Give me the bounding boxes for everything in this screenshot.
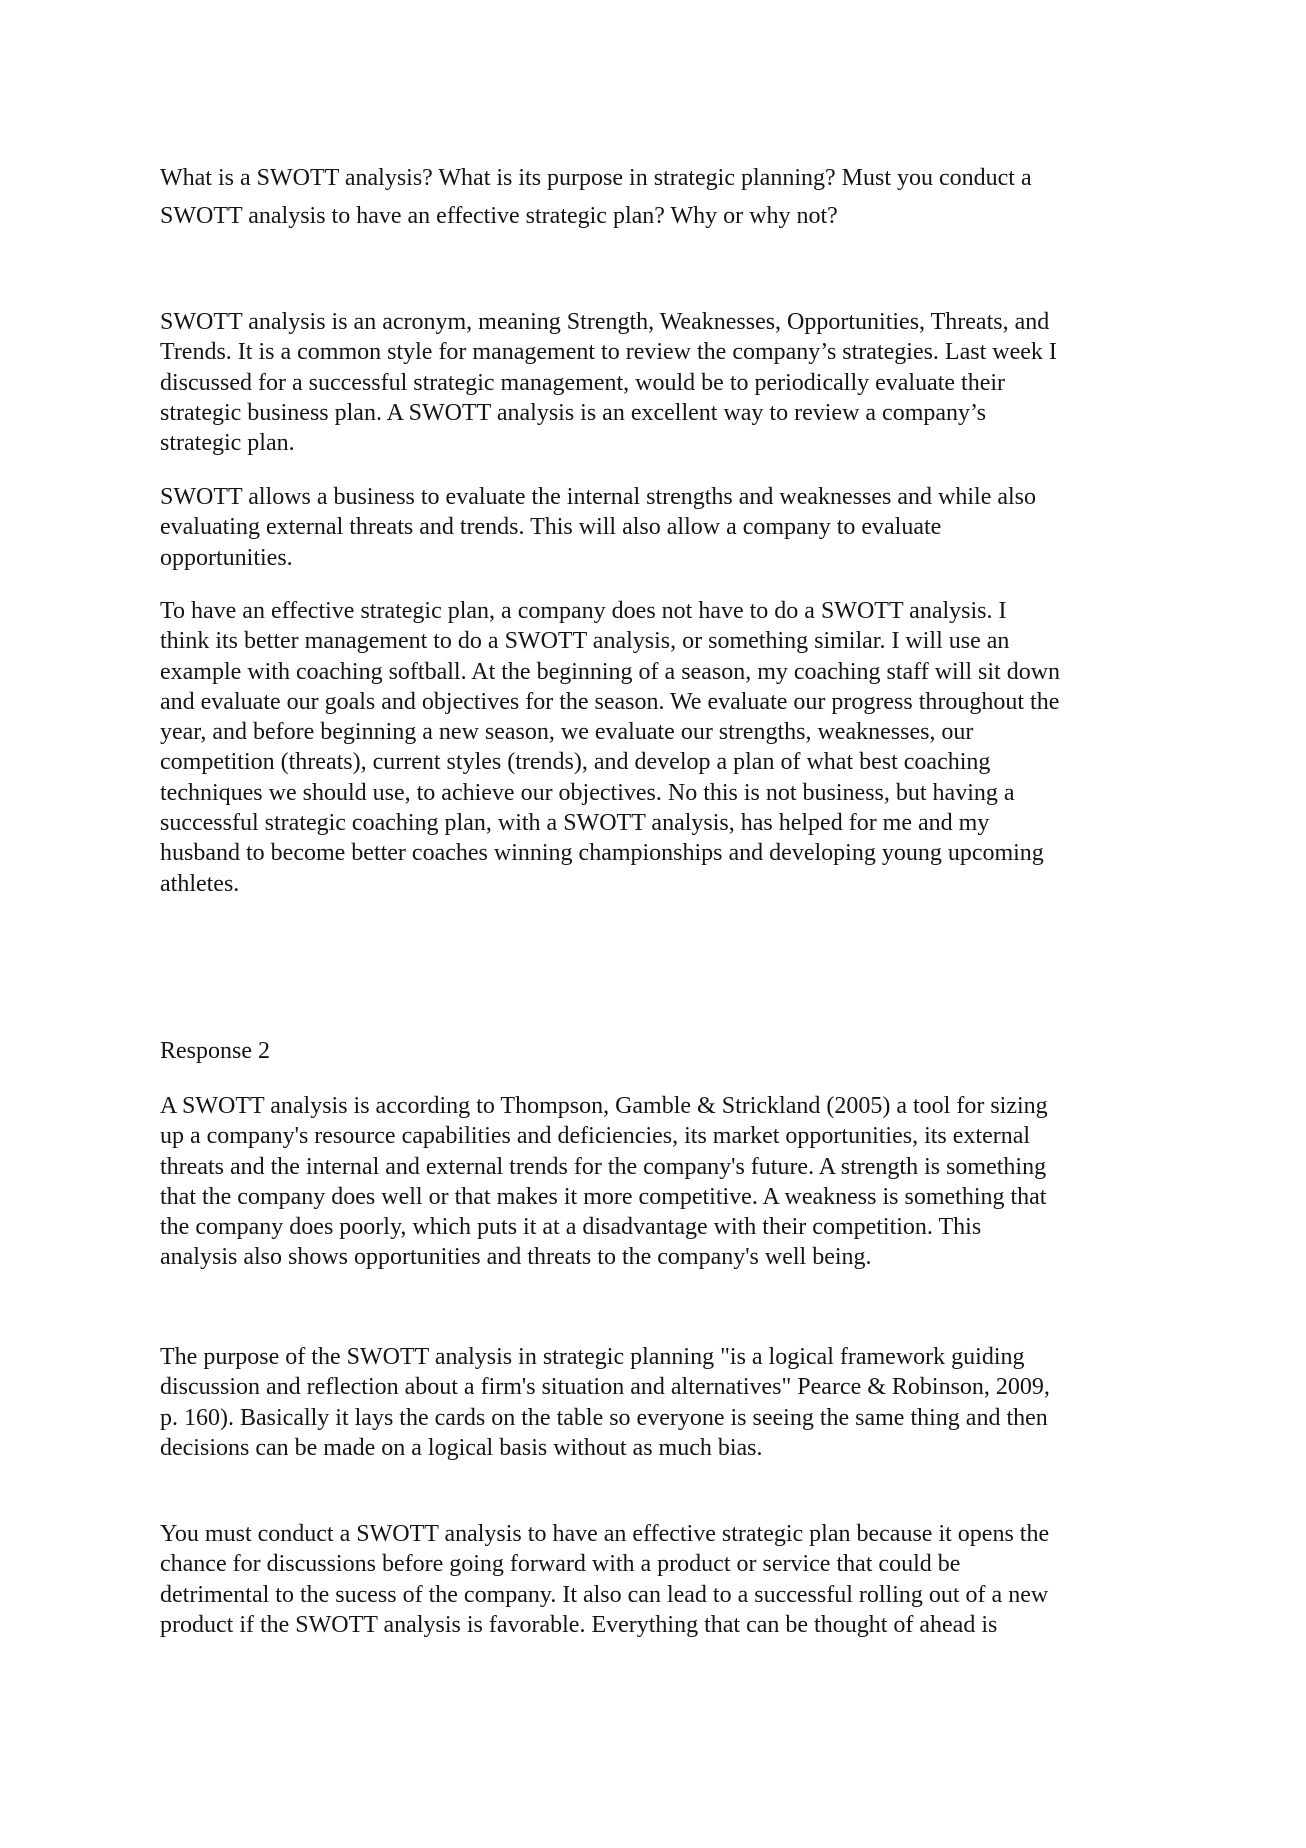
- question-line: SWOTT analysis to have an effective strategic plan? Why or why not?: [160, 203, 838, 229]
- text-line: that the company does well or that makes it more competitive. A weakness is something that: [160, 1183, 1047, 1210]
- text-line: product if the SWOTT analysis is favorable. Everything that can be thought of ahead is: [160, 1611, 998, 1638]
- response-paragraph-2: [160, 1342, 1170, 1463]
- text-line: husband to become better coaches winning championships and developing young upcoming: [160, 840, 1044, 867]
- text-line: threats and the internal and external trends for the company's future. A strength is something: [160, 1153, 1047, 1180]
- question-line: What is a SWOTT analysis? What is its purpose in strategic planning? Must you conduct a: [160, 165, 1032, 191]
- answer-paragraph-1: [160, 307, 1170, 458]
- text-line: successful strategic coaching plan, with a SWOTT analysis, has helped for me and my: [160, 810, 990, 837]
- text-line: the company does poorly, which puts it at a disadvantage with their competition. This: [160, 1214, 982, 1241]
- answer-paragraph-3: [160, 596, 1170, 899]
- text-line: SWOTT allows a business to evaluate the internal strengths and weaknesses and while also: [160, 484, 1037, 510]
- text-line: A SWOTT analysis is according to Thompson, Gamble & Strickland (2005) a tool for sizing: [160, 1093, 1048, 1119]
- text-line: You must conduct a SWOTT analysis to have an effective strategic plan because it opens the: [160, 1521, 1050, 1547]
- text-line: p. 160). Basically it lays the cards on the table so everyone is seeing the same thing and then: [160, 1404, 1048, 1431]
- text-line: year, and before beginning a new season, we evaluate our strengths, weaknesses, our: [160, 719, 974, 746]
- response-paragraph-1: [160, 1091, 1170, 1273]
- text-line: strategic plan.: [160, 430, 295, 457]
- text-line: decisions can be made on a logical basis without as much bias.: [160, 1434, 763, 1461]
- text-line: competition (threats), current styles (trends), and develop a plan of what best coaching: [160, 749, 991, 776]
- text-line: opportunities.: [160, 544, 293, 571]
- text-line: To have an effective strategic plan, a company does not have to do a SWOTT analysis. I: [160, 598, 1007, 624]
- text-line: The purpose of the SWOTT analysis in strategic planning "is a logical framework guiding: [160, 1344, 1025, 1370]
- text-line: discussed for a successful strategic management, would be to periodically evaluate their: [160, 369, 1006, 396]
- question-paragraph: [160, 159, 1170, 235]
- text-line: evaluating external threats and trends. This will also allow a company to evaluate: [160, 514, 942, 541]
- text-line: strategic business plan. A SWOTT analysis is an excellent way to review a company’s: [160, 399, 987, 426]
- response-heading: Response 2: [160, 1038, 270, 1064]
- text-line: SWOTT analysis is an acronym, meaning Strength, Weaknesses, Opportunities, Threats, and: [160, 309, 1050, 335]
- text-line: techniques we should use, to achieve our objectives. No this is not business, but having a: [160, 779, 1015, 806]
- text-line: think its better management to do a SWOTT analysis, or something similar. I will use an: [160, 628, 1010, 655]
- text-line: chance for discussions before going forward with a product or service that could be: [160, 1551, 961, 1578]
- text-line: example with coaching softball. At the beginning of a season, my coaching staff will sit down: [160, 658, 1061, 685]
- text-line: athletes.: [160, 870, 240, 897]
- answer-paragraph-2: [160, 482, 1170, 573]
- text-line: Trends. It is a common style for management to review the company’s strategies. Last week I: [160, 339, 1057, 366]
- text-line: analysis also shows opportunities and threats to the company's well being.: [160, 1244, 872, 1271]
- response-paragraph-3: [160, 1519, 1170, 1640]
- text-line: discussion and reflection about a firm's situation and alternatives" Pearce & Robinson, 2009,: [160, 1374, 1050, 1401]
- text-line: detrimental to the sucess of the company. It also can lead to a successful rolling out of a new: [160, 1581, 1049, 1608]
- text-line: and evaluate our goals and objectives for the season. We evaluate our progress throughout the: [160, 688, 1060, 715]
- text-line: up a company's resource capabilities and deficiencies, its market opportunities, its external: [160, 1123, 1031, 1150]
